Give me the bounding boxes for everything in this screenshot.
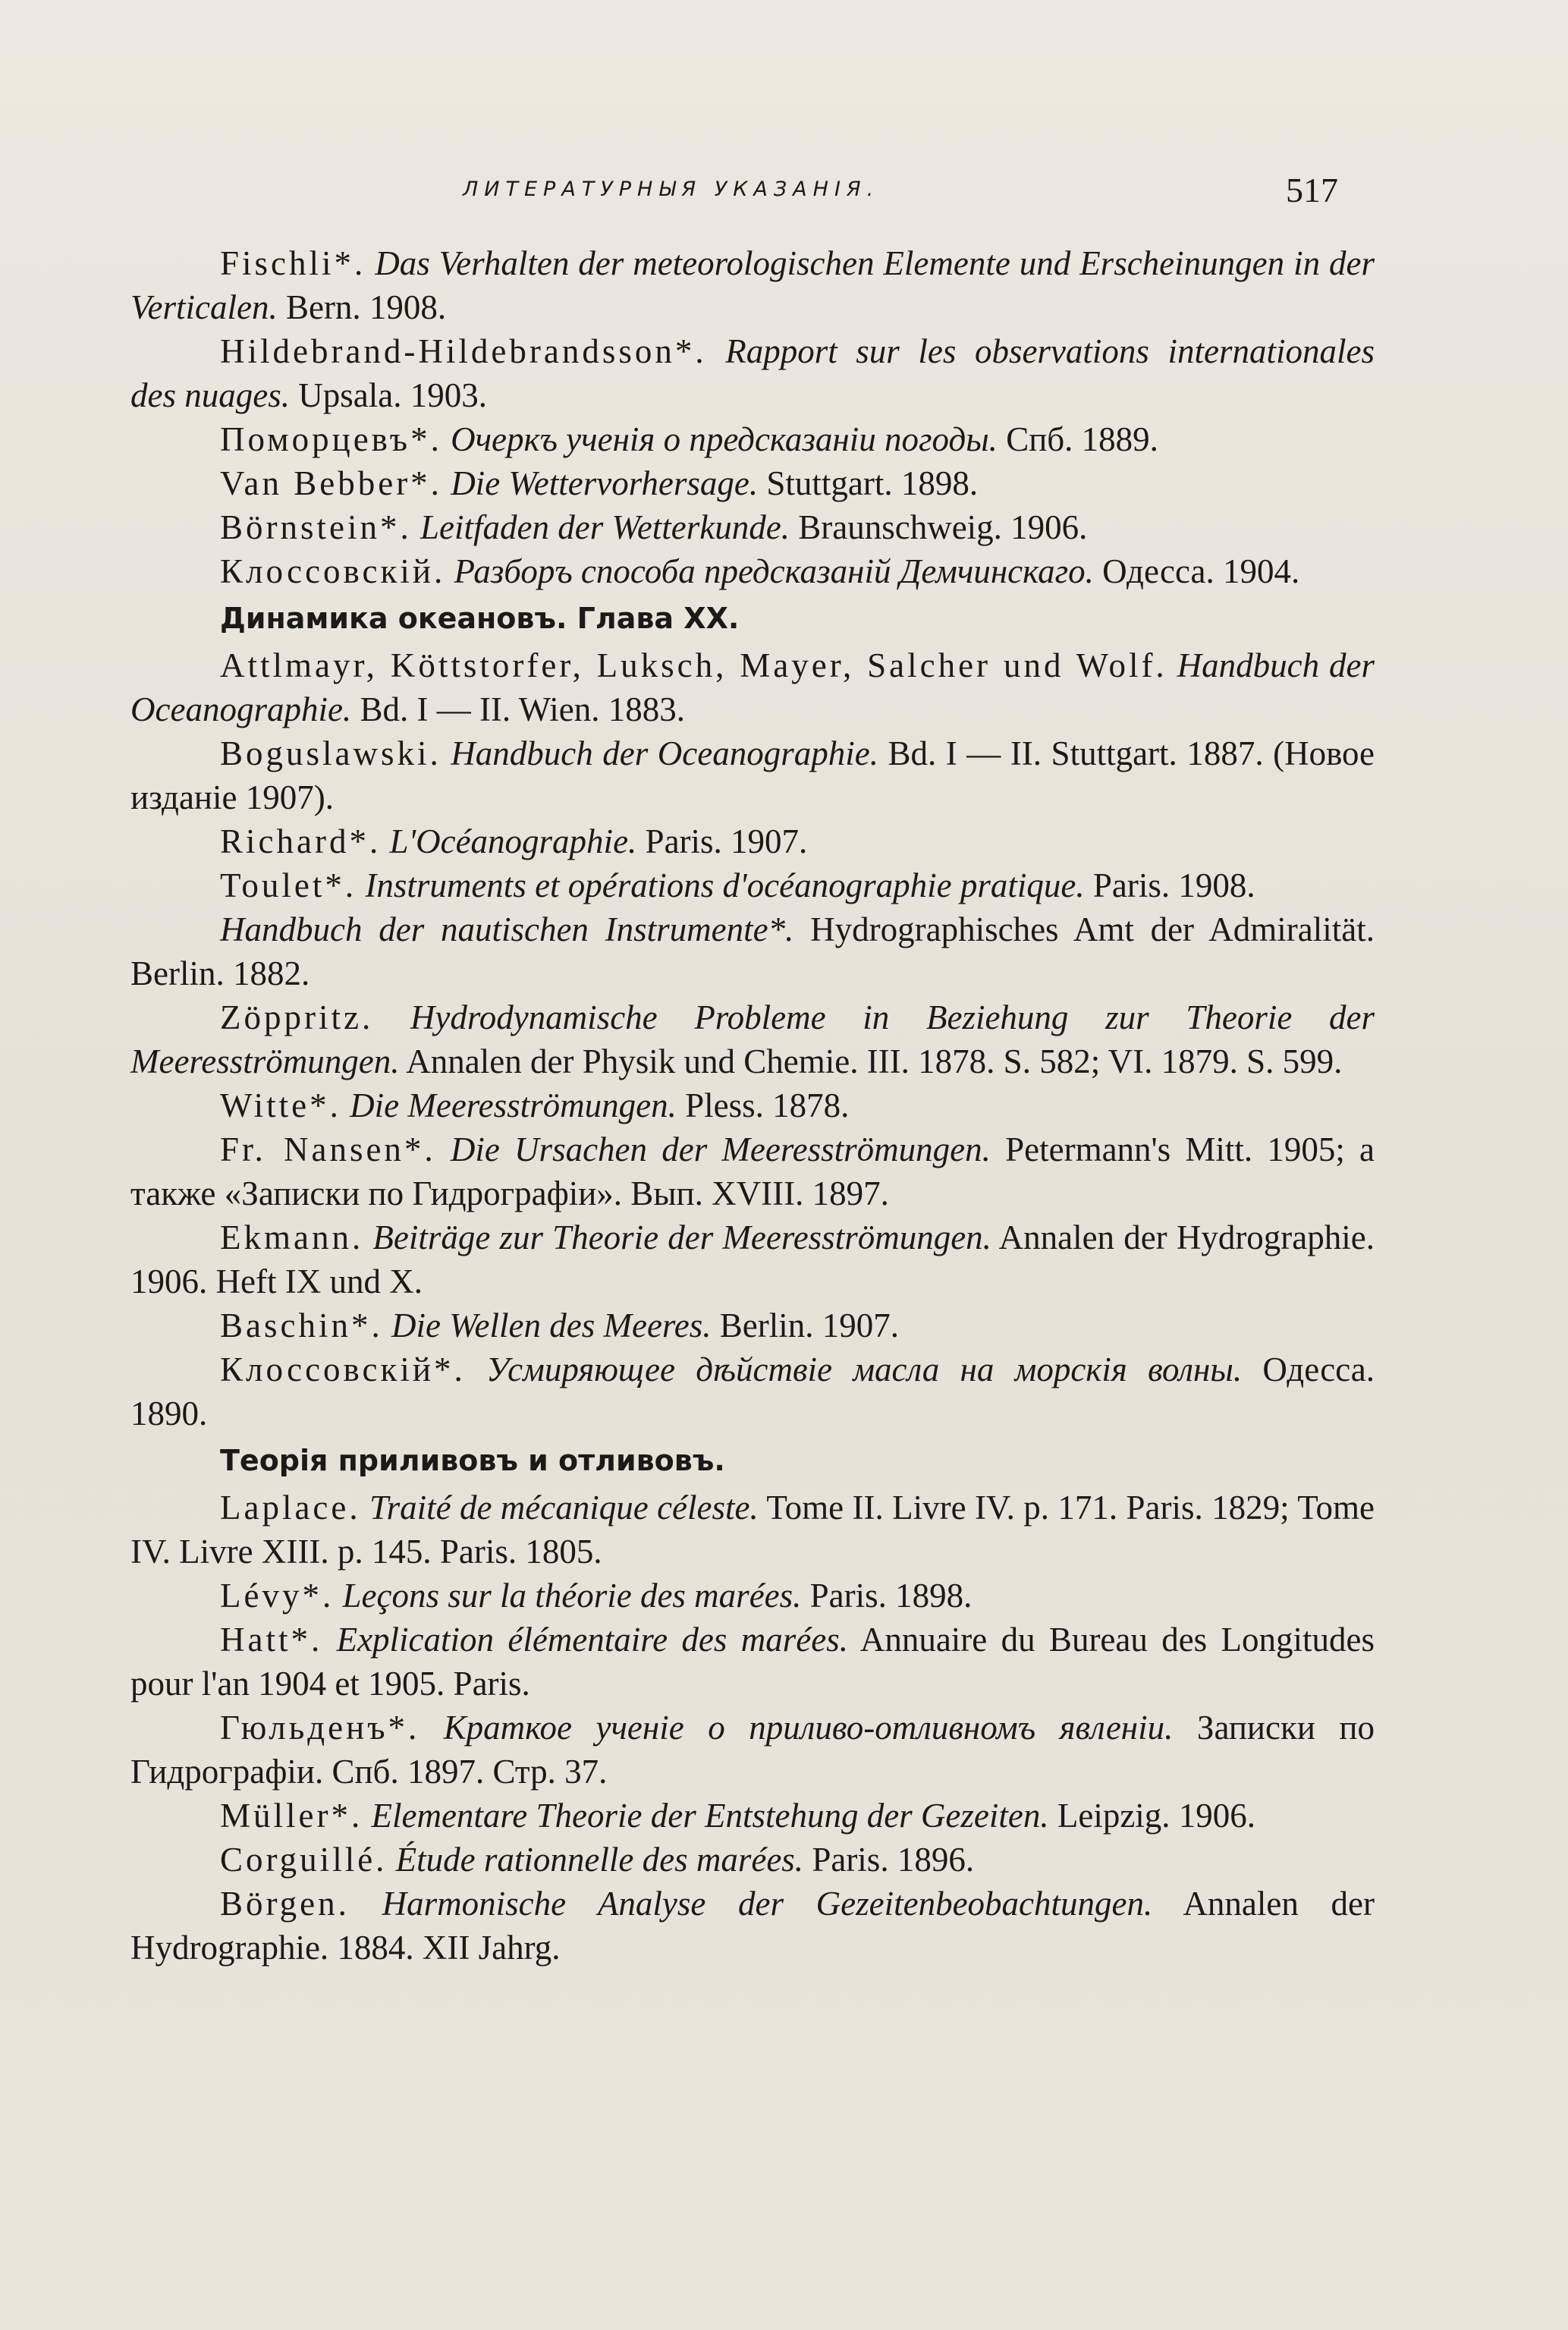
entry-author: Richard*. bbox=[220, 822, 382, 860]
entry-details: Leipzig. 1906. bbox=[1057, 1797, 1256, 1835]
entry-details: Annalen der Hydrographie. 1884. XII Jahrg. bbox=[130, 1885, 1375, 1967]
entry-details: Braunschweig. 1906. bbox=[798, 508, 1088, 546]
entry-title: Очеркъ ученія о предсказаніи погоды. bbox=[451, 420, 998, 458]
entry-details: Annalen der Physik und Chemie. III. 1878. S. 582; VI. 1879. S. 599. bbox=[406, 1042, 1343, 1080]
reference-entry bbox=[130, 1618, 1375, 1706]
entry-author: Corguillé. bbox=[220, 1841, 388, 1879]
entry-title: Handbuch der nautischen Instrumente*. bbox=[220, 910, 794, 948]
entry-author: Hatt*. bbox=[220, 1621, 323, 1659]
entry-title: Разборъ способа предсказаній Демчинскаго. bbox=[454, 552, 1094, 590]
entry-author: Hildebrand-Hildebrandsson*. bbox=[220, 332, 707, 370]
page-number: 517 bbox=[1286, 171, 1338, 209]
entry-details: Одесса. 1904. bbox=[1102, 552, 1300, 590]
entry-author: Börgen. bbox=[220, 1885, 350, 1923]
entry-author: Lévy*. bbox=[220, 1577, 335, 1615]
entry-title: Handbuch der Oceanographie. bbox=[451, 734, 878, 772]
entry-author: Поморцевъ*. bbox=[220, 420, 442, 458]
section-heading: Теорія приливовъ и отливовъ. bbox=[220, 1444, 725, 1477]
entry-details: Bd. I — II. Stuttgart. 1887. (Новое изданіе 1907). bbox=[130, 734, 1375, 816]
entry-author: Börnstein*. bbox=[220, 508, 412, 546]
reference-entry bbox=[130, 1127, 1375, 1215]
reference-entry bbox=[130, 643, 1375, 731]
reference-entry bbox=[130, 731, 1375, 819]
entry-title: Краткое ученіе о приливо-отливномъ явленіи. bbox=[443, 1709, 1174, 1747]
entry-details: Petermann's Mitt. 1905; а также «Записки по Гидрографіи». Вып. XVIII. 1897. bbox=[130, 1130, 1375, 1212]
entry-title: Beiträge zur Theorie der Meeresströmungen. bbox=[372, 1218, 991, 1256]
reference-entry bbox=[130, 1882, 1375, 1970]
reference-entry bbox=[130, 241, 1375, 329]
entry-author: Müller*. bbox=[220, 1797, 363, 1835]
entry-author: Клоссовскій*. bbox=[220, 1351, 466, 1388]
entry-title: Instruments et opérations d'océanographie pratique. bbox=[365, 866, 1085, 904]
entry-details: Одесса. 1890. bbox=[130, 1351, 1375, 1432]
reference-entry bbox=[130, 1215, 1375, 1303]
entry-details: Stuttgart. 1898. bbox=[766, 464, 979, 502]
entry-author: Клоссовскій. bbox=[220, 552, 446, 590]
entry-title: Traité de mécanique céleste. bbox=[369, 1489, 759, 1527]
reference-entry bbox=[130, 819, 1375, 863]
entry-author: Attlmayr, Köttstorfer, Luksch, Mayer, Salcher und Wolf. bbox=[220, 646, 1167, 684]
entry-title: Explication élémentaire des marées. bbox=[336, 1621, 848, 1659]
entry-author: Witte*. bbox=[220, 1086, 341, 1124]
entry-title: Die Wellen des Meeres. bbox=[391, 1306, 712, 1344]
reference-entry bbox=[130, 1794, 1375, 1838]
reference-entry bbox=[130, 995, 1375, 1083]
entry-details: Paris. 1896. bbox=[812, 1841, 975, 1879]
entry-author: Гюльденъ*. bbox=[220, 1709, 420, 1747]
reference-entry bbox=[130, 1486, 1375, 1574]
entry-title: Die Ursachen der Meeresströmungen. bbox=[450, 1130, 991, 1168]
entry-author: Van Bebber*. bbox=[220, 464, 442, 502]
entry-author: Toulet*. bbox=[220, 866, 357, 904]
reference-entry bbox=[130, 329, 1375, 417]
running-head bbox=[0, 170, 1568, 215]
entry-details: Pless. 1878. bbox=[685, 1086, 850, 1124]
entry-details: Paris. 1898. bbox=[809, 1577, 973, 1615]
reference-entry bbox=[130, 863, 1375, 907]
reference-entry bbox=[130, 417, 1375, 461]
reference-entry bbox=[130, 505, 1375, 549]
entry-title: Das Verhalten der meteorologischen Elemente und Erscheinungen in der Verticalen. bbox=[130, 244, 1375, 326]
entry-author: Fischli*. bbox=[220, 244, 366, 282]
reference-entry bbox=[130, 1083, 1375, 1127]
reference-entry bbox=[130, 1574, 1375, 1618]
reference-entry bbox=[130, 461, 1375, 505]
entry-title: Hydrodynamische Probleme in Beziehung zur Theorie der Meeresströmungen. bbox=[130, 998, 1375, 1080]
references-list bbox=[130, 241, 1375, 1970]
entry-title: Die Wettervorhersage. bbox=[451, 464, 759, 502]
entry-details: Upsala. 1903. bbox=[298, 376, 487, 414]
reference-entry bbox=[130, 1838, 1375, 1882]
entry-title: Leçons sur la théorie des marées. bbox=[342, 1577, 802, 1615]
entry-title: Étude rationnelle des marées. bbox=[395, 1841, 804, 1879]
entry-details: Paris. 1907. bbox=[645, 822, 808, 860]
entry-details: Berlin. 1907. bbox=[719, 1306, 899, 1344]
reference-entry bbox=[130, 1706, 1375, 1794]
entry-author: Laplace. bbox=[220, 1489, 361, 1527]
entry-title: Die Meeresströmungen. bbox=[350, 1086, 677, 1124]
reference-entry bbox=[130, 1347, 1375, 1435]
entry-details: Hydrographisches Amt der Admiralität. Berlin. 1882. bbox=[130, 910, 1375, 992]
entry-details: Спб. 1889. bbox=[1006, 420, 1158, 458]
entry-title: Rapport sur les observations internationales des nuages. bbox=[130, 332, 1375, 414]
entry-title: Усмиряющее дѣйствіе масла на морскія волны. bbox=[486, 1351, 1243, 1388]
reference-entry bbox=[130, 1303, 1375, 1347]
entry-title: Handbuch der Oceanographie. bbox=[130, 646, 1375, 728]
entry-author: Baschin*. bbox=[220, 1306, 383, 1344]
entry-title: Leitfaden der Wetterkunde. bbox=[420, 508, 790, 546]
running-title: ЛИТЕРАТУРНЫЯ УКАЗАНІЯ. bbox=[463, 178, 880, 201]
entry-title: Elementare Theorie der Entstehung der Gezeiten. bbox=[371, 1797, 1049, 1835]
entry-author: Zöppritz. bbox=[220, 998, 374, 1036]
reference-entry bbox=[130, 549, 1375, 593]
entry-details: Tome II. Livre IV. p. 171. Paris. 1829; Tome IV. Livre XIII. p. 145. Paris. 1805. bbox=[130, 1489, 1375, 1571]
entry-details: Annuaire du Bureau des Longitudes pour l'an 1904 et 1905. Paris. bbox=[130, 1621, 1375, 1703]
entry-title: Harmonische Analyse der Gezeitenbeobachtungen. bbox=[382, 1885, 1153, 1923]
entry-title: L'Océanographie. bbox=[389, 822, 637, 860]
entry-details: Bd. I — II. Wien. 1883. bbox=[360, 690, 685, 728]
entry-details: Записки по Гидрографіи. Спб. 1897. Стр. 37. bbox=[130, 1709, 1375, 1791]
entry-details: Annalen der Hydrographie. 1906. Heft IX und X. bbox=[130, 1218, 1375, 1300]
entry-details: Bern. 1908. bbox=[285, 288, 447, 326]
section-heading: Динамика океановъ. Глава XX. bbox=[220, 602, 740, 635]
entry-author: Boguslawski. bbox=[220, 734, 441, 772]
entry-author: Fr. Nansen*. bbox=[220, 1130, 436, 1168]
entry-author: Ekmann. bbox=[220, 1218, 364, 1256]
reference-entry bbox=[130, 907, 1375, 995]
entry-details: Paris. 1908. bbox=[1092, 866, 1255, 904]
